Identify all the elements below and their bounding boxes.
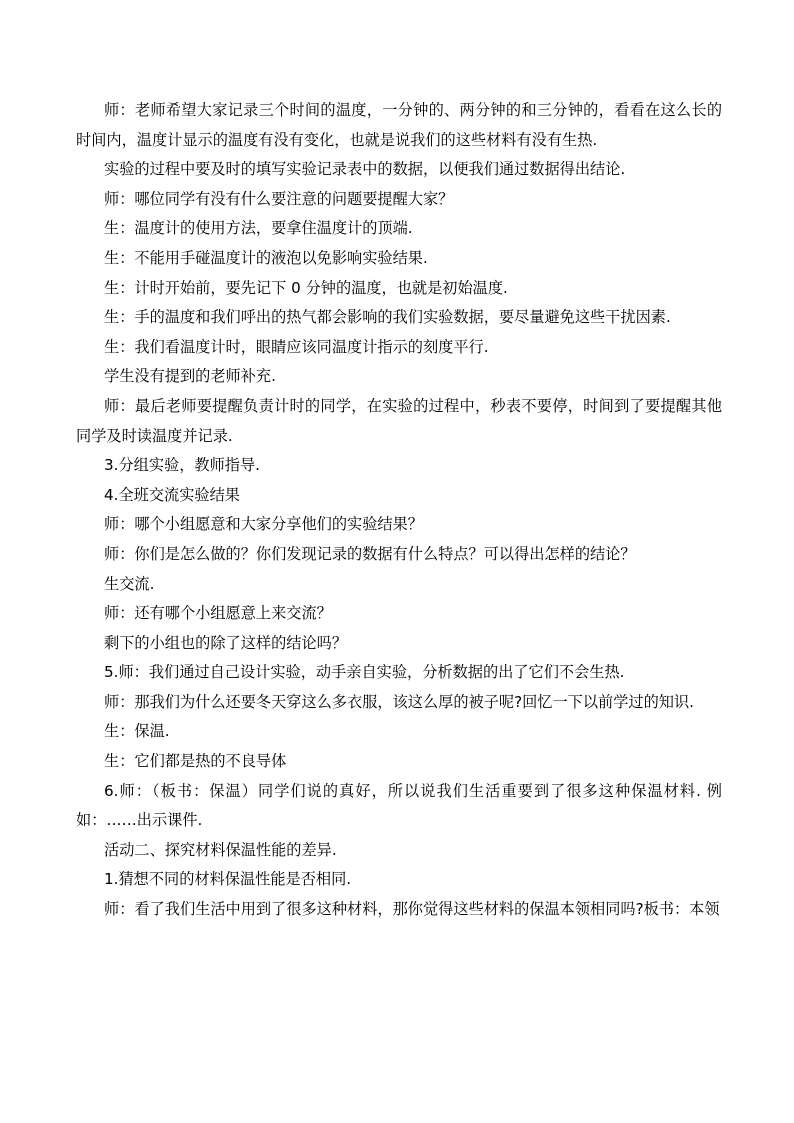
paragraph: 师：最后老师要提醒负责计时的同学，在实验的过程中，秒表不要停，时间到了要提醒其他同学及时读温度并记录. [76,396,722,445]
paragraph: 师：哪位同学有没有什么要注意的问题要提醒大家？ [104,189,454,208]
paragraph: 1.猜想不同的材料保温性能是否相同. [104,870,352,889]
paragraph: 师：老师希望大家记录三个时间的温度，一分钟的、两分钟的和三分钟的，看看在这么长的时间内，温度计显示的温度有没有变化，也就是说我们的这些材料有没有生热. [76,101,722,149]
paragraph: 生：它们都是热的不良导体 [104,752,287,771]
paragraph: 师：你们是怎么做的？你们发现记录的数据有什么特点？可以得出怎样的结论？ [104,544,636,563]
paragraph: 5.师：我们通过自己设计实验，动手亲自实验，分析数据的出了它们不会生热. [104,663,625,682]
paragraph: 活动二、探究材料保温性能的差异. [104,840,337,859]
paragraph: 师：哪个小组愿意和大家分享他们的实验结果？ [104,515,423,534]
paragraph: 4.全班交流实验结果 [104,485,240,504]
paragraph: 6.师：（板书：保温）同学们说的真好，所以说我们生活重要到了很多这种保温材料. 例如：……出示课件. [76,781,722,830]
paragraph: 生：保温. [104,722,170,741]
paragraph: 师：那我们为什么还要冬天穿这么多衣服，该这么厚的被子呢?回忆一下以前学过的知识. [104,692,695,711]
paragraph: 师：还有哪个小组愿意上来交流？ [104,604,332,623]
paragraph: 生：手的温度和我们呼出的热气都会影响的我们实验数据，要尽量避免这些干扰因素. [104,308,671,327]
paragraph: 剩下的小组也的除了这样的结论吗？ [104,633,347,652]
paragraph: 生：不能用手碰温度计的液泡以免影响实验结果. [104,248,428,267]
paragraph: 生：温度计的使用方法，要拿住温度计的顶端. [104,219,413,238]
paragraph: 3.分组实验，教师指导. [104,456,261,475]
paragraph: 生：计时开始前，要先记下 0 分钟的温度，也就是初始温度. [104,278,508,297]
paragraph: 生：我们看温度计时，眼睛应该同温度计指示的刻度平行. [104,337,489,356]
paragraph: 学生没有提到的老师补充. [104,367,276,386]
paragraph: 生交流. [104,574,155,593]
paragraph: 师：看了我们生活中用到了很多这种材料，那你觉得这些材料的保温本领相同吗?板书：本领 [104,900,720,919]
paragraph: 实验的过程中要及时的填写实验记录表中的数据，以便我们通过数据得出结论. [104,160,626,179]
document-page [76,96,722,925]
